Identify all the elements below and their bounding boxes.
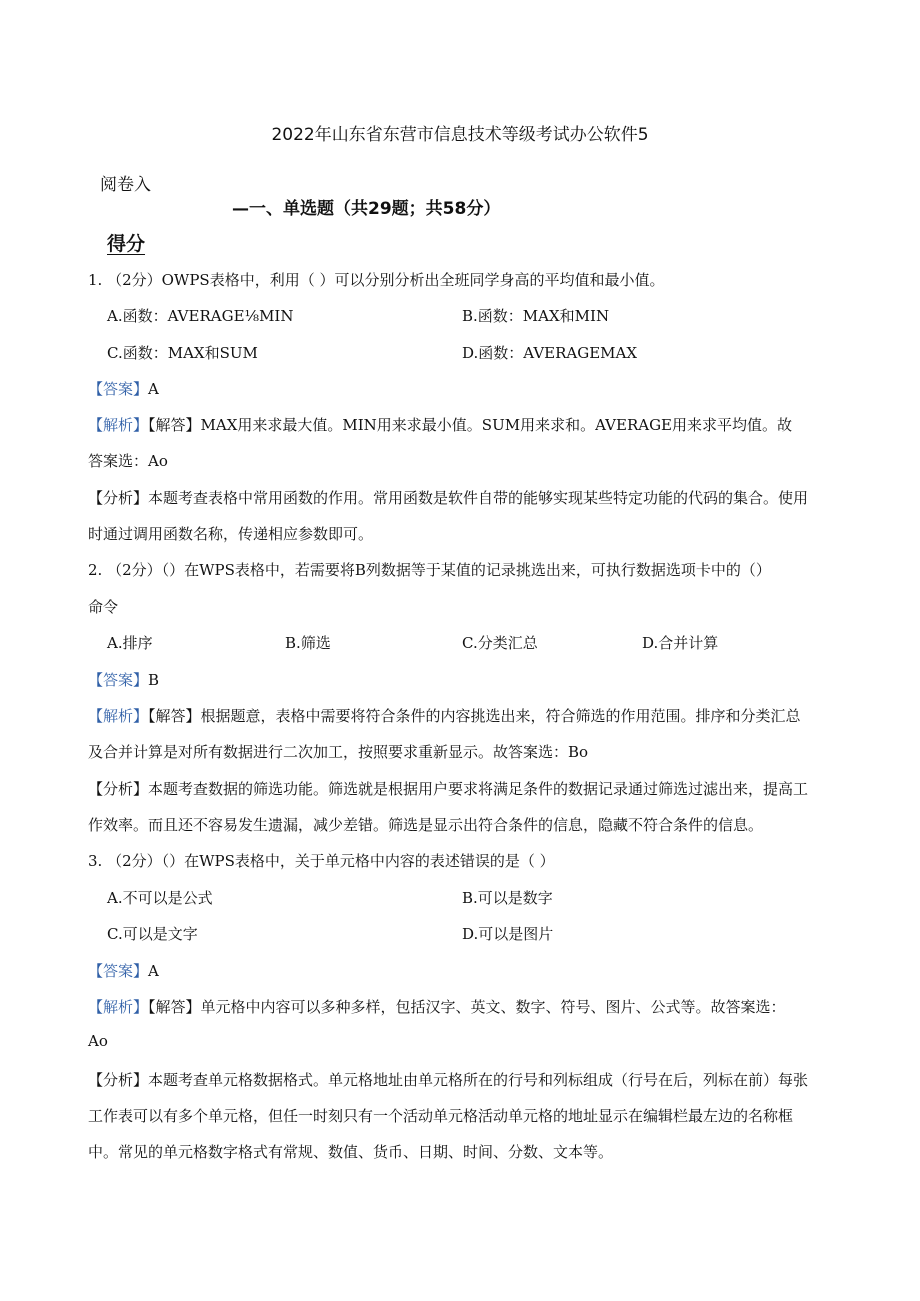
analysis-tag: 【解析】 — [88, 707, 149, 725]
analysis-tag: 【解析】 — [88, 998, 149, 1016]
q3-option-c: C.可以是文字 — [107, 925, 198, 943]
fenxi-tag: 【分析】 — [88, 1071, 149, 1089]
q1-answer-value: A — [148, 380, 159, 398]
answer-tag: 【答案】 — [88, 671, 149, 689]
q3-option-a: A.不可以是公式 — [107, 889, 213, 907]
q1-analysis-line2: 答案选：Ao — [88, 452, 168, 470]
q2-option-a: A.排序 — [107, 634, 153, 652]
q3-fenxi — [88, 1069, 808, 1090]
answer-tag: 【答案】 — [88, 380, 149, 398]
answer-tag: 【答案】 — [88, 962, 149, 980]
q2-analysis-line1: 【解答】根据题意，表格中需要将符合条件的内容挑选出来，符合筛选的作用范围。排序和分类汇总 — [148, 707, 801, 725]
q3-stem: 3. （2分）（）在WPS表格中，关于单元格中内容的表述错误的是（ ） — [88, 852, 555, 870]
fenxi-tag: 【分析】 — [88, 780, 149, 798]
q3-analysis-line2: Ao — [88, 1032, 108, 1050]
q2-option-d: D.合并计算 — [642, 634, 719, 652]
q1-option-a: A.函数：AVERAGE⅛MIN — [107, 307, 294, 325]
q2-option-b: B.筛选 — [285, 634, 331, 652]
q2-fenxi — [88, 778, 808, 799]
q1-analysis-line1: 【解答】MAX用来求最大值。MIN用来求最小值。SUM用来求和。AVERAGE用来求平均值。故 — [148, 416, 793, 434]
q1-fenxi — [88, 487, 808, 508]
q3-fenxi-line2: 工作表可以有多个单元格，但任一时刻只有一个活动单元格活动单元格的地址显示在编辑栏最左边的名称框 — [88, 1107, 794, 1125]
q3-fenxi-line1: 本题考查单元格数据格式。单元格地址由单元格所在的行号和列标组成（行号在后，列标在前）每张 — [148, 1071, 809, 1089]
score-label: 得分 — [107, 233, 146, 255]
q1-fenxi-line2: 时通过调用函数名称，传递相应参数即可。 — [88, 525, 374, 543]
page-title: 2022年山东省东营市信息技术等级考试办公软件5 — [271, 125, 649, 145]
q3-option-d: D.可以是图片 — [462, 925, 554, 943]
q1-option-d: D.函数：AVERAGEMAX — [462, 344, 638, 362]
q2-analysis-line2: 及合并计算是对所有数据进行二次加工，按照要求重新显示。故答案选：Bo — [88, 743, 589, 761]
q2-fenxi-line2: 作效率。而且还不容易发生遗漏，减少差错。筛选是显示出符合条件的信息，隐藏不符合条件的信息。 — [88, 816, 764, 834]
q3-answer-value: A — [148, 962, 159, 980]
analysis-tag: 【解析】 — [88, 416, 149, 434]
q1-answer — [88, 378, 159, 399]
q2-stem-line2: 命令 — [88, 598, 119, 616]
q3-answer — [88, 960, 159, 981]
q2-answer — [88, 669, 159, 690]
q1-fenxi-line1: 本题考查表格中常用函数的作用。常用函数是软件自带的能够实现某些特定功能的代码的集合。使用 — [148, 489, 809, 507]
fenxi-tag: 【分析】 — [88, 489, 149, 507]
q2-stem-line1: 2. （2分）（）在WPS表格中，若需要将B列数据等于某值的记录挑选出来，可执行数据选项卡中的（） — [88, 561, 771, 579]
section-heading: —一、单选题（共29题；共58分） — [232, 199, 501, 219]
q2-fenxi-line1: 本题考查数据的筛选功能。筛选就是根据用户要求将满足条件的数据记录通过筛选过滤出来，提高工 — [148, 780, 809, 798]
q2-analysis — [88, 705, 801, 726]
q3-analysis-line1: 【解答】单元格中内容可以多种多样，包括汉字、英文、数字、符号、图片、公式等。故答案选： — [148, 998, 786, 1016]
q2-option-c: C.分类汇总 — [462, 634, 538, 652]
reviewer-label: 阅卷入 — [100, 175, 151, 195]
q3-fenxi-line3: 中。常见的单元格数字格式有常规、数值、货币、日期、时间、分数、文本等。 — [88, 1143, 614, 1161]
q3-analysis — [88, 996, 786, 1017]
q1-stem: 1. （2分）OWPS表格中，利用（ ）可以分别分析出全班同学身高的平均值和最小值。 — [88, 271, 665, 289]
q3-option-b: B.可以是数字 — [462, 889, 553, 907]
q2-answer-value: B — [148, 671, 160, 689]
q1-analysis — [88, 414, 792, 435]
q1-option-b: B.函数：MAX和MIN — [462, 307, 610, 325]
q1-option-c: C.函数：MAX和SUM — [107, 344, 258, 362]
